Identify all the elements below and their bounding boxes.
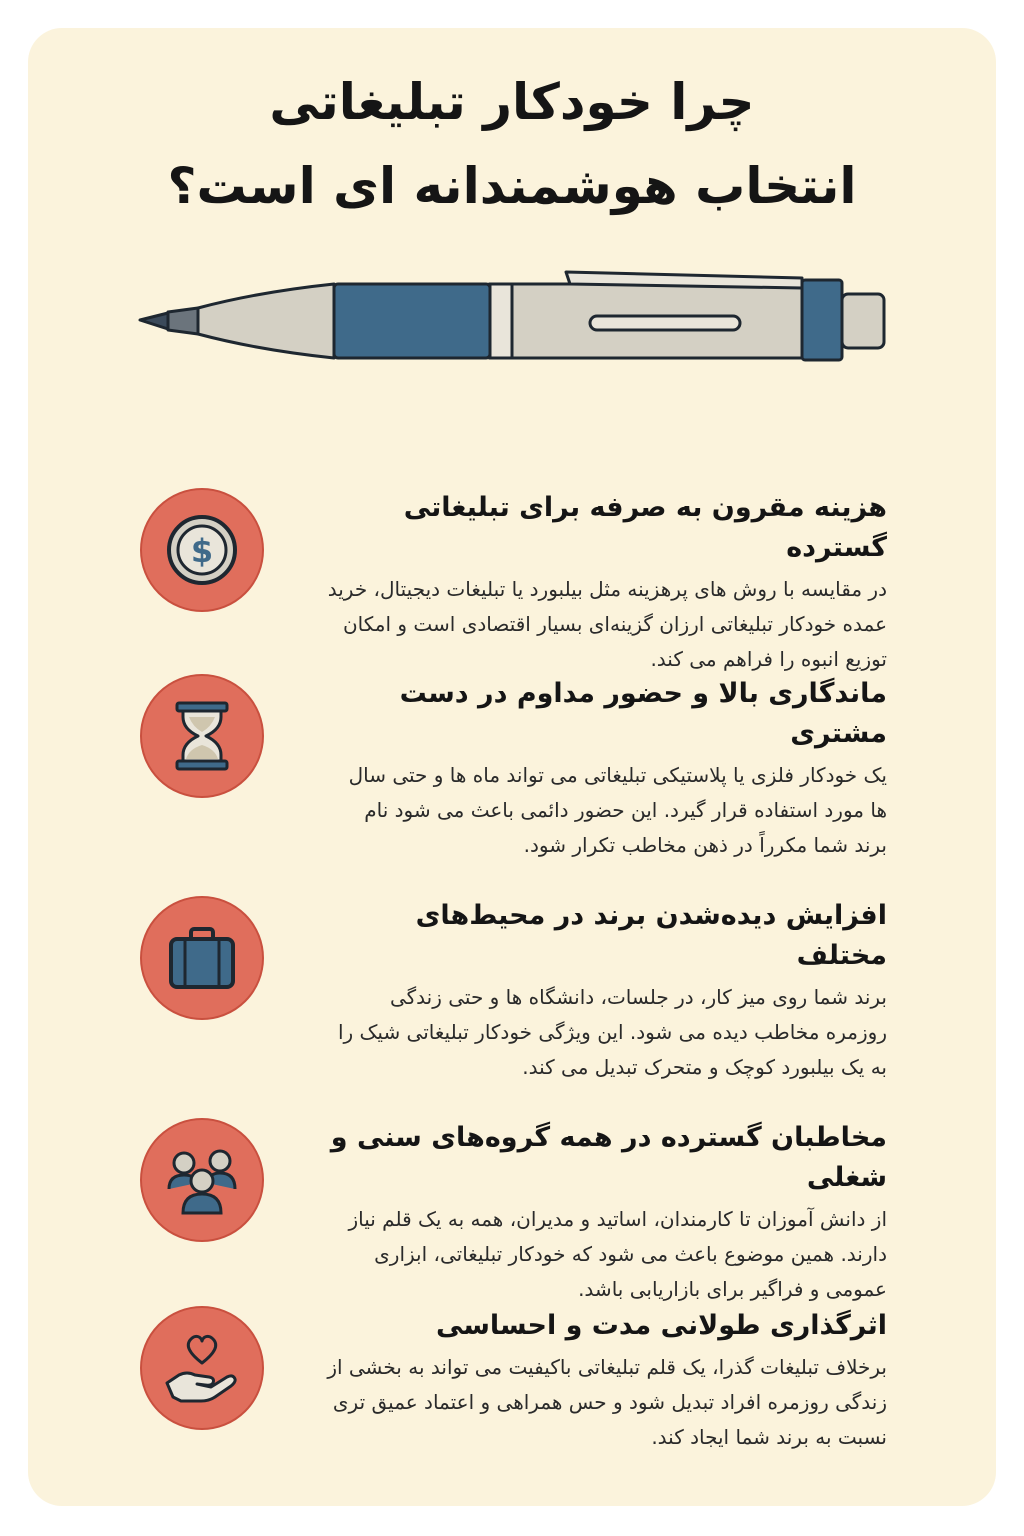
icon-badge <box>140 1118 264 1242</box>
pen-illustration <box>138 266 888 366</box>
title-line-1: چرا خودکار تبلیغاتی <box>269 73 755 131</box>
coin-dollar-icon <box>159 507 245 593</box>
title-line-2: انتخاب هوشمندانه ای است؟ <box>167 157 857 215</box>
item-body: از دانش آموزان تا کارمندان، اساتید و مدیران، همه به یک قلم نیاز دارند. همین موضوع باعث می شود که خودکار تبلیغاتی، ابزاری عمومی و فراگیر برای بازاریابی باشد. <box>348 1207 887 1301</box>
icon-badge <box>140 896 264 1020</box>
heart-hand-icon <box>159 1325 245 1411</box>
item-heading: هزینه مقرون به صرفه برای تبلیغاتی گسترده <box>403 492 887 563</box>
icon-badge <box>140 674 264 798</box>
briefcase-icon <box>159 915 245 1001</box>
item-heading: ماندگاری بالا و حضور مداوم در دست مشتری <box>399 678 887 749</box>
item-body: برخلاف تبلیغات گذرا، یک قلم تبلیغاتی باکیفیت می تواند به بخشی از زندگی روزمره افراد تبدیل شود و حس همراهی و اعتماد عمیق تری نسبت به برند شما ایجاد کند. <box>327 1355 887 1449</box>
item-heading: مخاطبان گسترده در همه گروه‌های سنی و شغلی <box>330 1122 887 1193</box>
item-heading: افزایش دیده‌شدن برند در محیط‌های مختلف <box>415 900 887 971</box>
icon-badge <box>140 1306 264 1430</box>
hourglass-icon <box>159 693 245 779</box>
icon-badge <box>140 488 264 612</box>
page-title <box>60 60 964 228</box>
item-body: در مقایسه با روش های پرهزینه مثل بیلبورد یا تبلیغات دیجیتال، خرید عمده خودکار تبلیغاتی ارزان گزینه‌ای بسیار اقتصادی است و امکان توزیع انبوه را فراهم می کند. <box>327 577 887 671</box>
svg-text:$: $ <box>190 532 214 570</box>
people-group-icon <box>159 1137 245 1223</box>
item-heading: اثرگذاری طولانی مدت و احساسی <box>436 1310 887 1341</box>
item-body: یک خودکار فلزی یا پلاستیکی تبلیغاتی می تواند ماه ها و حتی سال ها مورد استفاده قرار گیرد. این حضور دائمی باعث می شود نام برند شما مکرراً در ذهن مخاطب تکرار شود. <box>348 763 887 857</box>
item-body: برند شما روی میز کار، در جلسات، دانشگاه ها و حتی زندگی روزمره مخاطب دیده می شود. این ویژگی خودکار تبلیغاتی شیک را به یک بیلبورد کوچک و متحرک تبدیل می کند. <box>337 985 887 1079</box>
